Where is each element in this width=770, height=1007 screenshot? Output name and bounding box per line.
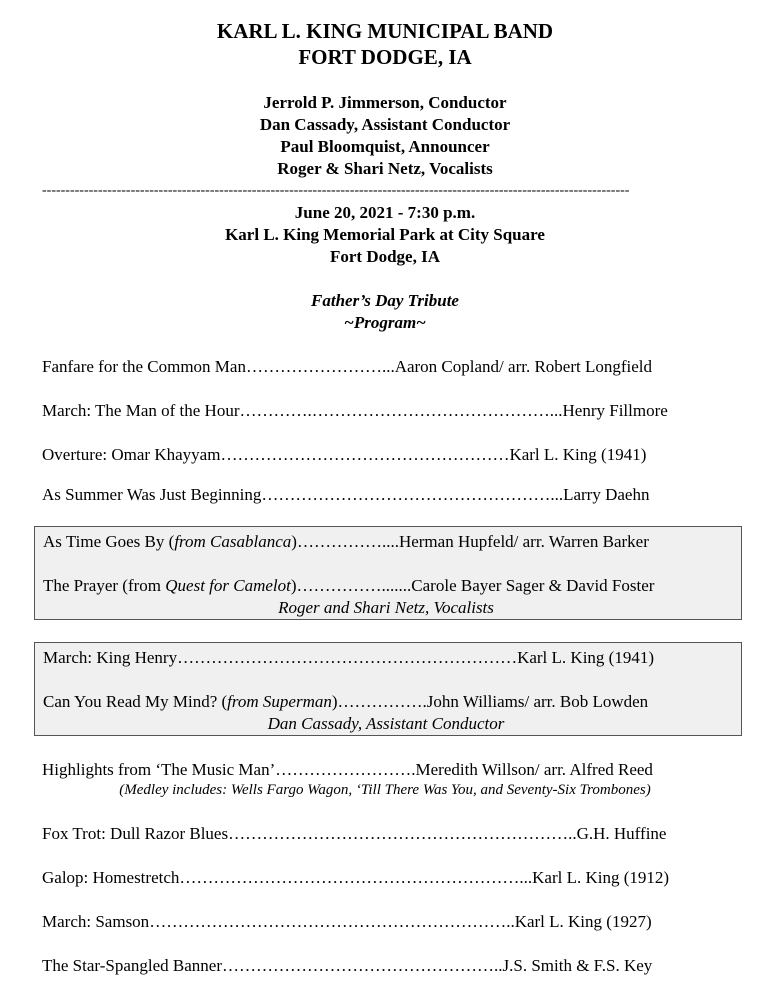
piece-title-end: ): [331, 692, 338, 711]
performer-note: Dan Cassady, Assistant Conductor: [267, 714, 505, 733]
piece-title-source: from Casablanca: [174, 532, 292, 551]
dot-leader: …………………………………………..: [222, 956, 503, 975]
piece-title: Overture: Omar Khayyam: [42, 445, 221, 464]
program-item: [43, 530, 733, 554]
piece-composer: Karl L. King (1927): [514, 912, 652, 931]
dot-leader: …………….: [337, 692, 427, 711]
piece-composer: Karl L. King (1941): [517, 648, 654, 667]
vocal-feature-box: [34, 526, 742, 620]
program-item: [43, 646, 733, 670]
piece-composer: Herman Hupfeld/ arr. Warren Barker: [398, 532, 649, 551]
divider-line: ------------------------------------------------------------------------------------------------------------------------------: [42, 184, 630, 198]
program-item: [42, 910, 732, 934]
concert-city: Fort Dodge, IA: [329, 247, 440, 266]
medley-note: (Medley includes: Wells Fargo Wagon, ‘Till There Was You, and Seventy-Six Trombones): [119, 782, 651, 798]
staff-conductor: Jerrold P. Jimmerson, Conductor: [263, 93, 507, 112]
piece-title: Highlights from ‘The Music Man’: [42, 760, 276, 779]
piece-composer: Aaron Copland/ arr. Robert Longfield: [394, 357, 653, 376]
program-item: [43, 574, 733, 598]
piece-composer: John Williams/ arr. Bob Lowden: [426, 692, 649, 711]
piece-title: Fanfare for the Common Man: [42, 357, 246, 376]
piece-title-source: Quest for Camelot: [165, 576, 291, 595]
concert-theme: Father’s Day Tribute: [311, 291, 459, 310]
staff-assistant-conductor: Dan Cassady, Assistant Conductor: [259, 115, 511, 134]
program-item: [42, 954, 732, 978]
program-item: [43, 690, 733, 714]
piece-composer: Carole Bayer Sager & David Foster: [411, 576, 655, 595]
dot-leader: ……………....: [296, 532, 399, 551]
band-name: KARL L. KING MUNICIPAL BAND: [216, 19, 554, 43]
dot-leader: …………….......: [296, 576, 412, 595]
piece-title: The Prayer (from: [43, 576, 166, 595]
piece-title-end: ): [290, 576, 297, 595]
dot-leader: ………….……………………………………...: [239, 401, 563, 420]
piece-title: As Summer Was Just Beginning: [42, 485, 262, 504]
piece-composer: G.H. Huffine: [576, 824, 667, 843]
dot-leader: ……………………………………………………..: [228, 824, 577, 843]
performer-note: Roger and Shari Netz, Vocalists: [278, 598, 494, 617]
piece-title-end: ): [291, 532, 297, 551]
concert-date: June 20, 2021 - 7:30 p.m.: [294, 203, 476, 222]
program-item: [42, 399, 732, 423]
program-item: [42, 443, 732, 467]
program-item: [42, 355, 732, 379]
concert-venue: Karl L. King Memorial Park at City Square: [225, 225, 545, 244]
band-city: FORT DODGE, IA: [298, 45, 472, 69]
dot-leader: …………………….: [275, 760, 416, 779]
piece-composer: Henry Fillmore: [562, 401, 668, 420]
staff-announcer: Paul Bloomquist, Announcer: [280, 137, 490, 156]
piece-composer: J.S. Smith & F.S. Key: [502, 956, 653, 975]
dot-leader: ……………………………………………: [220, 445, 510, 464]
dot-leader: ……………………...: [245, 357, 395, 376]
piece-title: The Star-Spangled Banner: [42, 956, 222, 975]
dot-leader: ……………………………………………………...: [179, 868, 533, 887]
piece-title: March: King Henry: [43, 648, 178, 667]
piece-composer: Meredith Willson/ arr. Alfred Reed: [415, 760, 653, 779]
piece-title-source: from Superman: [227, 692, 332, 711]
program-item: [42, 822, 732, 846]
program-item: [42, 866, 732, 890]
dot-leader: ……………………………………………...: [261, 485, 564, 504]
program-item: [42, 483, 732, 507]
dot-leader: ……………………………………………………: [177, 648, 518, 667]
staff-vocalists: Roger & Shari Netz, Vocalists: [277, 159, 493, 178]
piece-title: Galop: Homestretch: [42, 868, 180, 887]
program-label: ~Program~: [344, 313, 426, 332]
piece-composer: Larry Daehn: [563, 485, 650, 504]
piece-title: Fox Trot: Dull Razor Blues: [42, 824, 229, 843]
assistant-conductor-box: [34, 642, 742, 736]
piece-title: March: Samson: [42, 912, 150, 931]
piece-title: Can You Read My Mind? (: [43, 692, 228, 711]
dot-leader: ………………………………………………………..: [149, 912, 515, 931]
piece-composer: Karl L. King (1941): [509, 445, 647, 464]
piece-title: March: The Man of the Hour: [42, 401, 240, 420]
piece-title: As Time Goes By (: [43, 532, 175, 551]
piece-composer: Karl L. King (1912): [532, 868, 670, 887]
